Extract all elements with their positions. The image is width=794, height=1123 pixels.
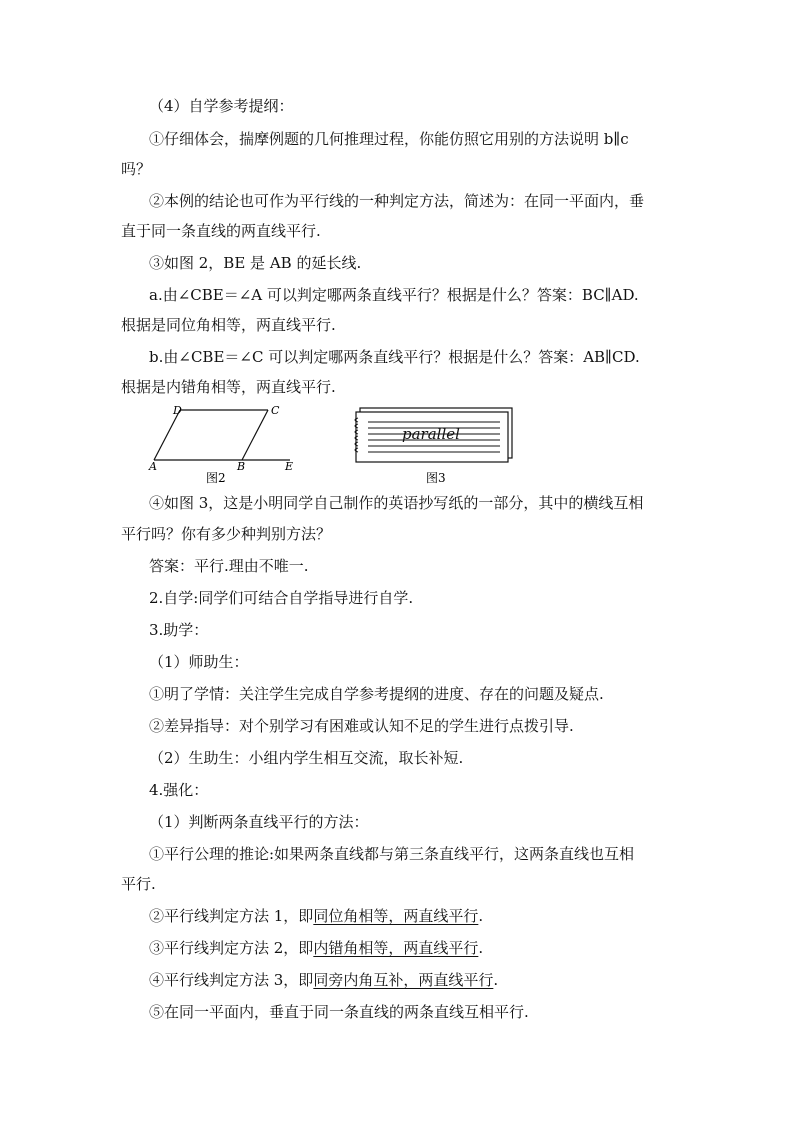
teacher-helps-item-1: ①明了学情：关注学生完成自学参考提纲的进度、存在的问题及疑点. <box>149 685 604 703</box>
figure-2-drawing <box>148 402 308 490</box>
question-b-line-1: b.由∠CBE＝∠C 可以判定哪两条直线平行？根据是什么？答案：AB∥CD. <box>149 348 640 366</box>
question-a-line-1: a.由∠CBE＝∠A 可以判定哪两条直线平行？根据是什么？答案：BC∥AD. <box>149 286 639 304</box>
method-4-underlined: 同旁内角互补，两直线平行 <box>313 971 494 989</box>
student-helps: （2）生助生：小组内学生相互交流，取长补短. <box>149 749 464 767</box>
method-4-end: . <box>493 971 499 989</box>
method-3 <box>121 932 676 964</box>
methods-heading: （1）判断两条直线平行的方法： <box>149 813 369 831</box>
figure-2 <box>148 402 308 490</box>
note-2-line-1: ②本例的结论也可作为平行线的一种判定方法，简述为：在同一平面内，垂 <box>149 192 645 210</box>
figure-2-caption: 图2 <box>206 471 226 485</box>
method-1-line-1: ①平行公理的推论:如果两条直线都与第三条直线平行，这两条直线也互相 <box>149 845 635 863</box>
question-1-line-2: 吗？ <box>121 160 152 178</box>
note-2-line-2: 直于同一条直线的两直线平行. <box>121 222 321 240</box>
label-c: C <box>271 404 280 417</box>
figure-3-caption: 图3 <box>426 471 446 485</box>
method-4 <box>121 964 676 996</box>
figure-3 <box>350 402 520 490</box>
copybook-word: parallel <box>402 425 460 443</box>
step-4-heading: 4.强化： <box>149 781 209 799</box>
outline-heading: （4）自学参考提纲： <box>149 97 294 115</box>
question-4-line-1: ④如图 3，这是小明同学自己制作的英语抄写纸的一部分，其中的横线互相 <box>149 494 644 512</box>
method-2-underlined: 同位角相等，两直线平行 <box>313 907 479 925</box>
question-4-line-2: 平行吗？你有多少种判别方法？ <box>121 525 332 543</box>
method-4-prefix: ④平行线判定方法 3，即 <box>149 971 314 989</box>
answer-4: 答案：平行.理由不唯一. <box>149 557 309 575</box>
label-b: B <box>237 460 246 473</box>
teacher-helps-heading: （1）师助生： <box>149 653 249 671</box>
label-a: A <box>149 460 157 473</box>
figure-2-intro: ③如图 2，BE 是 AB 的延长线. <box>149 254 362 272</box>
method-3-underlined: 内错角相等，两直线平行 <box>313 939 479 957</box>
label-e: E <box>285 460 294 473</box>
method-2-end: . <box>478 907 484 925</box>
method-1-line-2: 平行. <box>121 875 156 893</box>
question-b-line-2: 根据是内错角相等，两直线平行. <box>121 378 336 396</box>
question-a-line-2: 根据是同位角相等，两直线平行. <box>121 316 336 334</box>
method-5: ⑤在同一平面内，垂直于同一条直线的两条直线互相平行. <box>149 1003 529 1021</box>
question-1-line-1: ①仔细体会，揣摩例题的几何推理过程，你能仿照它用别的方法说明 b∥c <box>149 130 629 148</box>
figure-3-drawing <box>350 402 520 490</box>
method-2-prefix: ②平行线判定方法 1，即 <box>149 907 314 925</box>
step-2-self-study: 2.自学:同学们可结合自学指导进行自学. <box>149 589 414 607</box>
teacher-helps-item-2: ②差异指导：对个别学习有困难或认知不足的学生进行点拨引导. <box>149 717 574 735</box>
method-3-end: . <box>478 939 484 957</box>
step-3-heading: 3.助学： <box>149 621 209 639</box>
method-3-prefix: ③平行线判定方法 2，即 <box>149 939 314 957</box>
method-2 <box>121 900 676 932</box>
label-d: D <box>173 404 182 417</box>
